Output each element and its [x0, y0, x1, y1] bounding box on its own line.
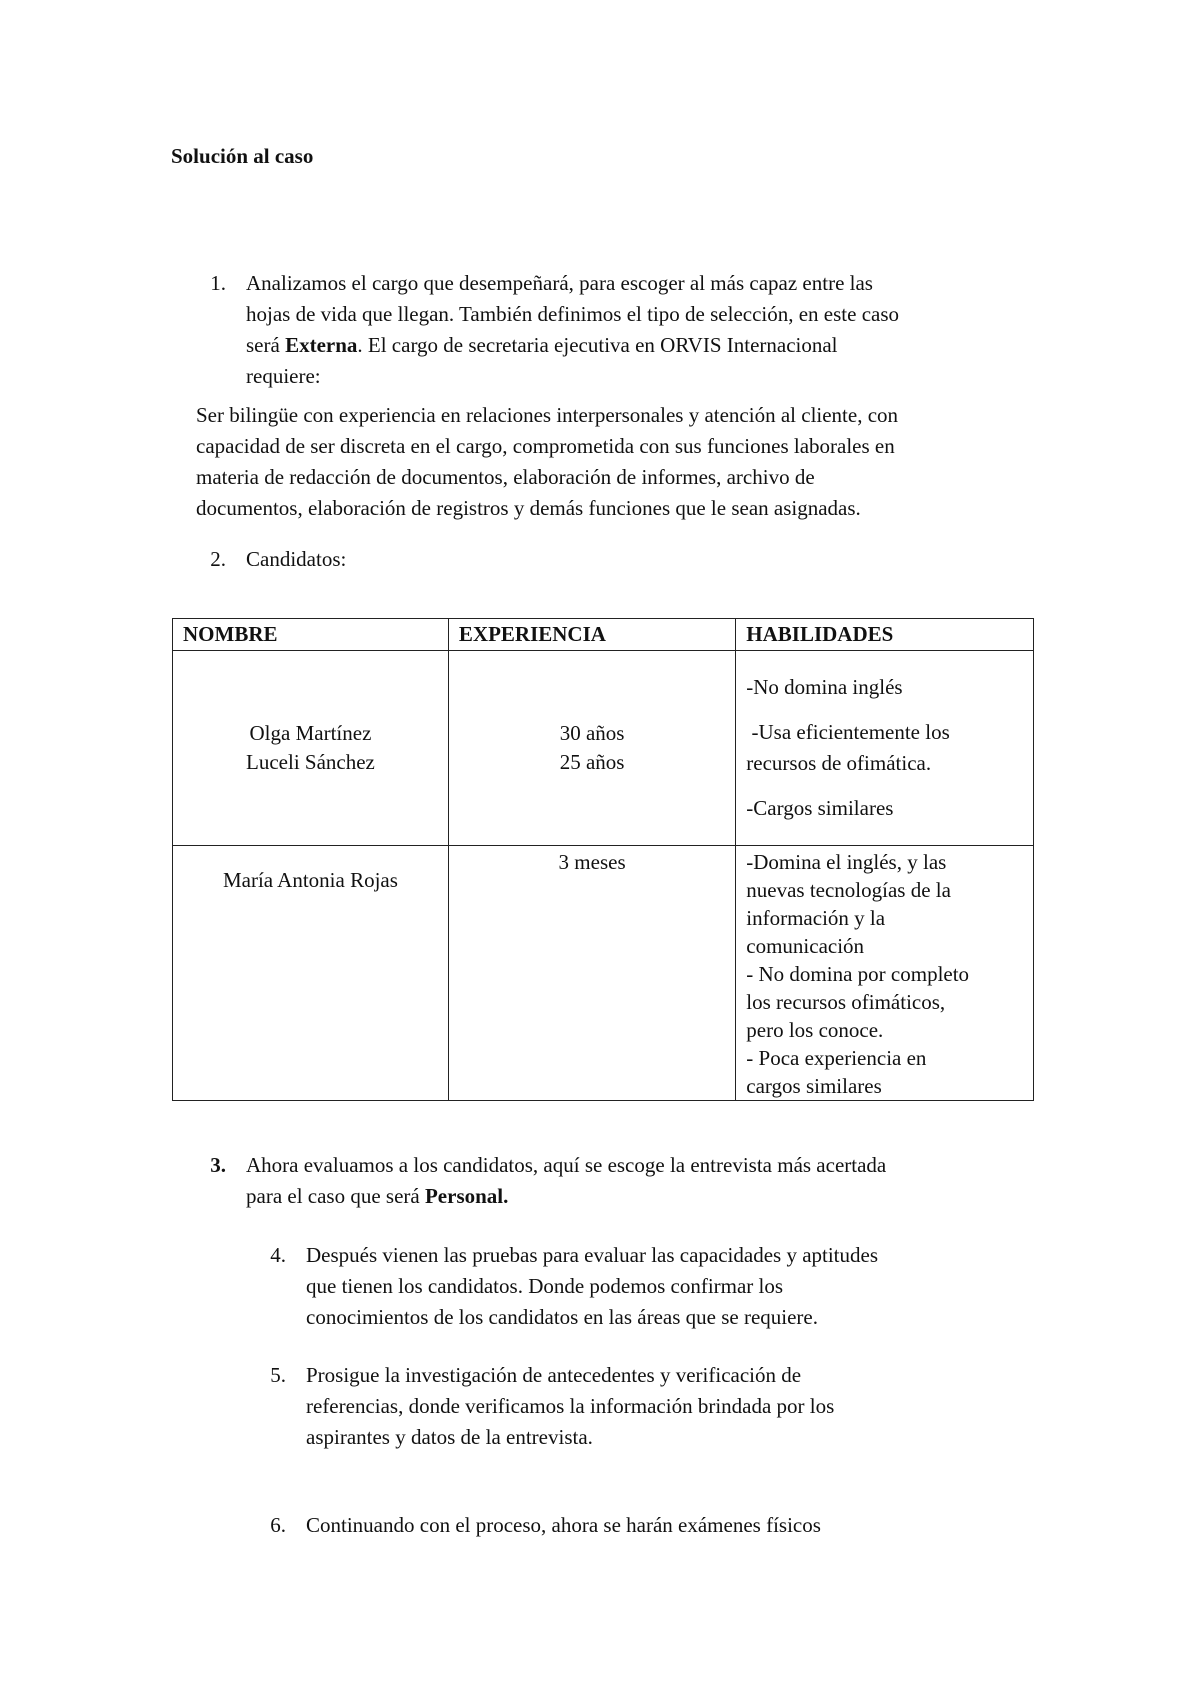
item-text: Candidatos:	[246, 547, 347, 571]
experience-cell	[448, 651, 735, 846]
item-line: conocimientos de los candidatos en las áreas que se requiere.	[306, 1305, 818, 1329]
skill-line: - No domina por completo	[746, 962, 970, 986]
candidate-name: Olga Martínez	[249, 721, 372, 745]
text-run: será	[246, 333, 286, 357]
item-text	[306, 1240, 1056, 1333]
item-text: Continuando con el proceso, ahora se harán exámenes físicos	[306, 1513, 821, 1537]
column-header-name: NOMBRE	[173, 619, 449, 651]
item-line: Analizamos el cargo que desempeñará, para escoger al más capaz entre las	[246, 271, 873, 295]
skill-line: -Domina el inglés, y las	[746, 850, 947, 874]
item-line	[246, 1181, 1056, 1212]
candidates-table	[172, 618, 1034, 1101]
skill-line: información y la	[746, 906, 886, 930]
skill-line: recursos de ofimática.	[746, 751, 932, 775]
column-header-experience: EXPERIENCIA	[448, 619, 735, 651]
list-item-1	[196, 268, 1056, 392]
interview-type: Personal.	[424, 1184, 509, 1208]
skill-line: - Poca experiencia en	[746, 1046, 927, 1070]
item-line: aspirantes y datos de la entrevista.	[306, 1425, 593, 1449]
name-cell	[173, 846, 449, 1101]
list-item-4	[256, 1240, 1056, 1333]
name-cell	[173, 651, 449, 846]
item-text	[246, 268, 1056, 392]
item-number: 3.	[210, 1153, 226, 1177]
candidate-name: María Antonia Rojas	[222, 868, 398, 892]
table-row	[173, 651, 1034, 846]
item-number: 5.	[270, 1363, 286, 1387]
text-run: . El cargo de secretaria ejecutiva en ORVIS Internacional	[357, 333, 838, 357]
experience-value: 30 años	[559, 721, 625, 745]
skill-line: comunicación	[746, 934, 865, 958]
item-line: Ahora evaluamos a los candidatos, aquí se escoge la entrevista más acertada	[246, 1153, 887, 1177]
item-line: hojas de vida que llegan. También definimos el tipo de selección, en este caso	[246, 302, 900, 326]
candidate-name: Luceli Sánchez	[246, 750, 375, 774]
selection-type: Externa	[285, 333, 358, 357]
skill-line: -Cargos similares	[746, 796, 894, 820]
item-line	[246, 330, 1056, 361]
experience-cell	[448, 846, 735, 1101]
column-header-skills: HABILIDADES	[736, 619, 1034, 651]
table-header-row	[173, 619, 1034, 651]
skill-line: cargos similares	[746, 1074, 882, 1098]
paragraph-line: Ser bilingüe con experiencia en relaciones interpersonales y atención al cliente, con	[196, 403, 899, 427]
table-row	[173, 846, 1034, 1101]
list-item-3	[196, 1150, 1056, 1212]
list-item-5	[256, 1360, 1056, 1453]
item-line: Prosigue la investigación de antecedentes y verificación de	[306, 1363, 802, 1387]
item-number: 4.	[270, 1243, 286, 1267]
list-item-2	[196, 544, 1056, 575]
item-number: 6.	[270, 1513, 286, 1537]
item-text	[306, 1360, 1056, 1453]
paragraph-line: capacidad de ser discreta en el cargo, comprometida con sus funciones laborales en	[196, 434, 895, 458]
item-text	[246, 1150, 1056, 1212]
skills-cell	[736, 846, 1034, 1101]
item-line: referencias, donde verificamos la información brindada por los	[306, 1394, 835, 1418]
skill-line: -No domina inglés	[746, 675, 903, 699]
skill-line: pero los conoce.	[746, 1018, 884, 1042]
item-number: 2.	[210, 547, 226, 571]
requirements-paragraph	[196, 400, 1046, 524]
list-item-6	[256, 1510, 1056, 1541]
item-number: 1.	[210, 271, 226, 295]
paragraph-line: materia de redacción de documentos, elaboración de informes, archivo de	[196, 465, 815, 489]
skill-line: -Usa eficientemente los	[746, 720, 950, 744]
skill-line: los recursos ofimáticos,	[746, 990, 946, 1014]
item-line: Después vienen las pruebas para evaluar las capacidades y aptitudes	[306, 1243, 879, 1267]
experience-value: 25 años	[559, 750, 625, 774]
skill-line: nuevas tecnologías de la	[746, 878, 951, 902]
text-run: para el caso que será	[246, 1184, 425, 1208]
paragraph-line: documentos, elaboración de registros y demás funciones que le sean asignadas.	[196, 496, 861, 520]
skills-cell	[736, 651, 1034, 846]
item-line: que tienen los candidatos. Donde podemos confirmar los	[306, 1274, 784, 1298]
experience-value: 3 meses	[558, 850, 626, 874]
page-title: Solución al caso	[171, 144, 314, 168]
item-line: requiere:	[246, 364, 321, 388]
